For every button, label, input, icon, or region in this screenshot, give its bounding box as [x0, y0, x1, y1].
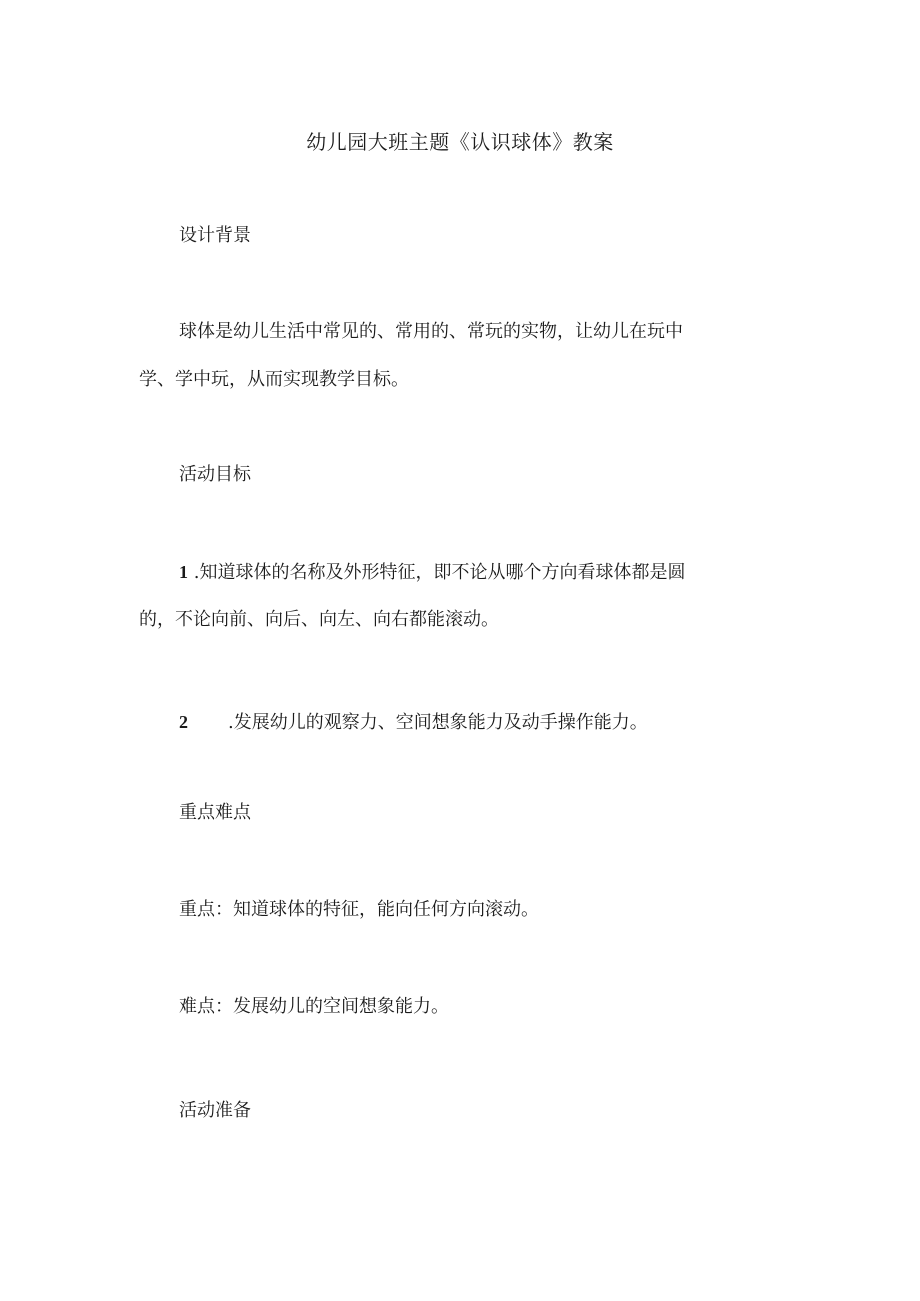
- section-heading-goals: 活动目标: [179, 464, 251, 485]
- section-heading-preparation: 活动准备: [179, 1100, 251, 1121]
- goal-1-line-1: [179, 548, 819, 597]
- goal-2-number: 2: [179, 712, 188, 732]
- key-point-text: 重点：知道球体的特征，能向任何方向滚动。: [179, 899, 539, 920]
- section-heading-background: 设计背景: [179, 225, 251, 246]
- difficult-point-text: 难点：发展幼儿的空间想象能力。: [179, 996, 449, 1017]
- paragraph-background-line-2: 学、学中玩，从而实现教学目标。: [139, 369, 409, 390]
- document-title: 幼儿园大班主题《认识球体》教案: [306, 130, 614, 154]
- section-heading-key-points: 重点难点: [179, 802, 251, 823]
- goal-1-line-2: 的，不论向前、向后、向左、向右都能滚动。: [139, 609, 499, 630]
- paragraph-background-line-1: 球体是幼儿生活中常见的、常用的、常玩的实物，让幼儿在玩中: [179, 321, 683, 342]
- goal-2-text: .发展幼儿的观察力、空间想象能力及动手操作能力。: [228, 712, 648, 733]
- goal-1-text: .知道球体的名称及外形特征，即不论从哪个方向看球体都是圆: [193, 562, 686, 583]
- goal-2: [179, 698, 819, 747]
- goal-1-number: 1: [179, 562, 188, 582]
